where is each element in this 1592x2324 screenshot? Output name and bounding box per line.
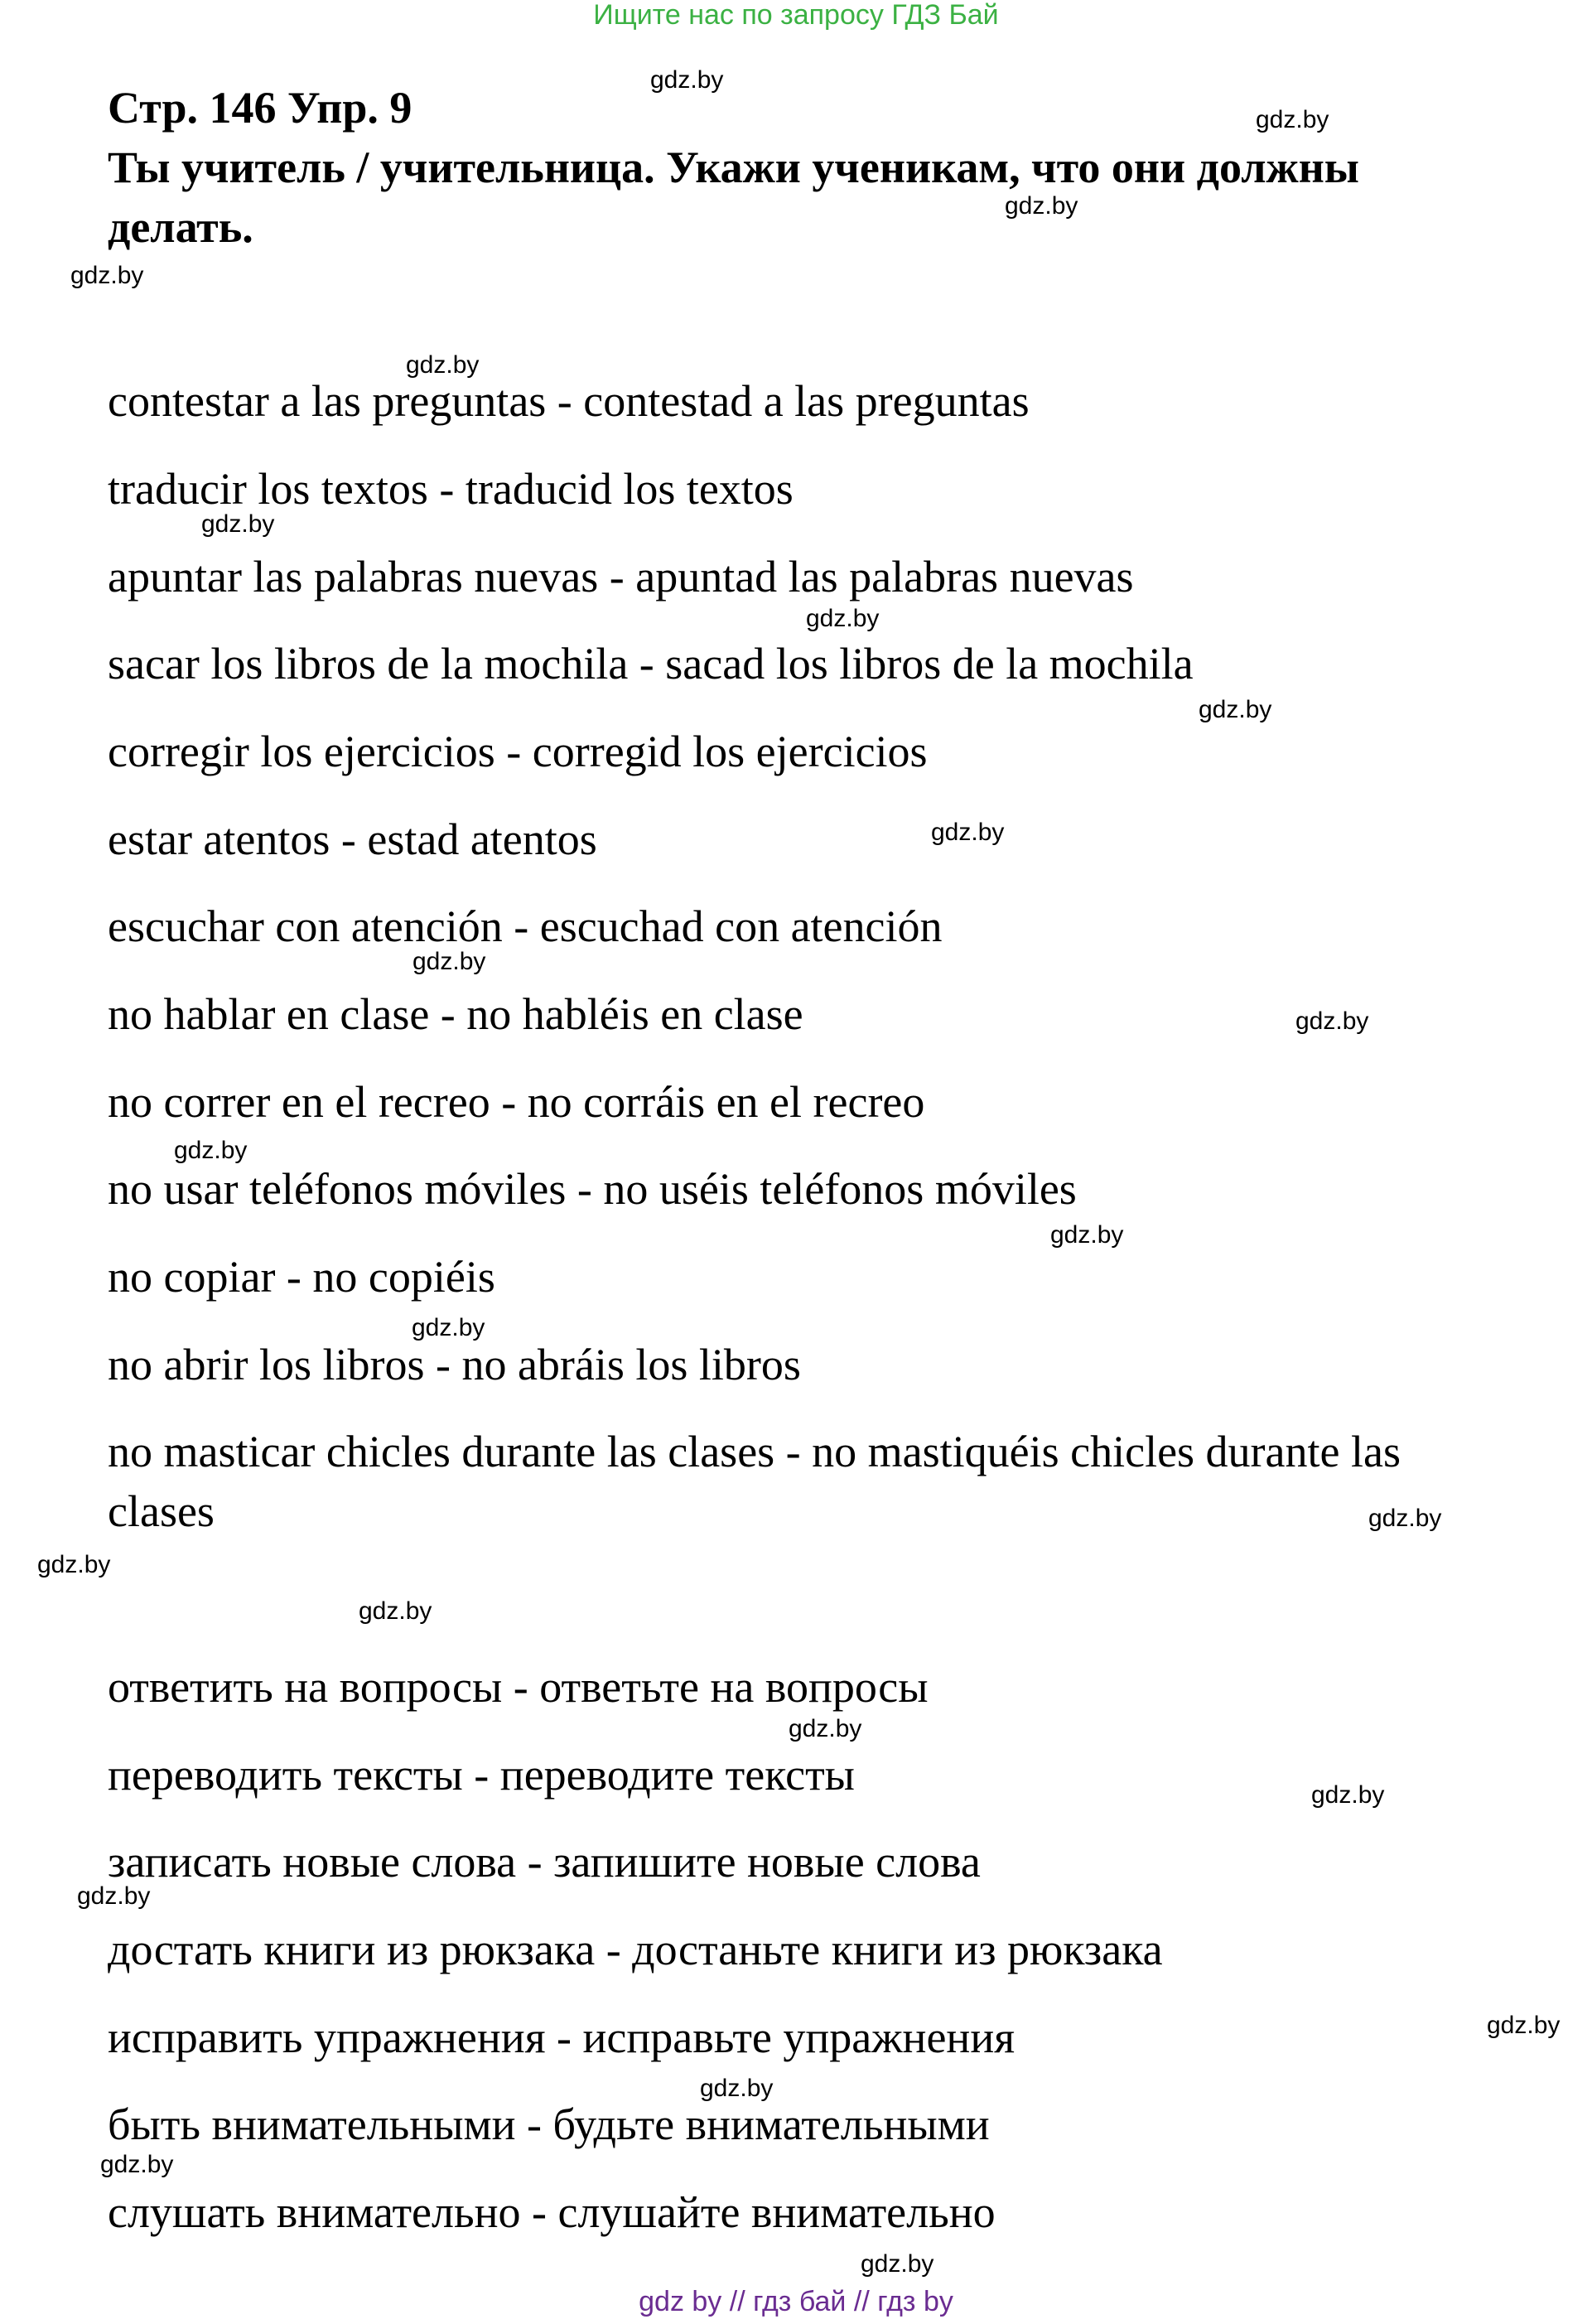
russian-line: быть внимательными - будьте внимательными: [108, 2099, 990, 2149]
spanish-line: contestar a las preguntas - contestad a las preguntas: [108, 376, 1030, 426]
russian-line: достать книги из рюкзака - достаньте книги из рюкзака: [108, 1925, 1163, 1974]
watermark: gdz.by: [359, 1597, 432, 1625]
spanish-line: corregir los ejercicios - corregid los ejercicios: [108, 727, 928, 776]
watermark: gdz.by: [1311, 1781, 1385, 1809]
spanish-line: sacar los libros de la mochila - sacad los libros de la mochila: [108, 639, 1194, 689]
watermark: gdz.by: [1487, 2012, 1561, 2039]
spanish-line: estar atentos - estad atentos: [108, 814, 597, 864]
watermark: gdz.by: [77, 1882, 151, 1910]
watermark: gdz.by: [70, 262, 144, 289]
watermark: gdz.by: [1050, 1221, 1124, 1249]
watermark: gdz.by: [100, 2151, 174, 2178]
watermark: gdz.by: [1295, 1007, 1369, 1035]
watermark: gdz.by: [1199, 696, 1272, 723]
watermark: gdz.by: [1256, 106, 1329, 133]
page-title: Стр. 146 Упр. 9: [108, 83, 412, 133]
russian-line: переводить тексты - переводите тексты: [108, 1750, 855, 1800]
watermark: gdz.by: [412, 1314, 485, 1341]
watermark: gdz.by: [1368, 1505, 1442, 1532]
watermark: gdz.by: [700, 2075, 774, 2102]
spanish-line: no correr en el recreo - no corráis en el recreo: [108, 1077, 925, 1127]
footer-links: gdz by // гдз бай // гдз by: [639, 2286, 953, 2317]
spanish-line: no hablar en clase - no habléis en clase: [108, 989, 803, 1039]
watermark: gdz.by: [1005, 192, 1078, 220]
spanish-line: escuchar con atención - escuchad con atención: [108, 901, 943, 951]
watermark: gdz.by: [174, 1137, 248, 1164]
watermark: gdz.by: [406, 351, 480, 379]
watermark: gdz.by: [931, 819, 1005, 846]
watermark: gdz.by: [37, 1551, 111, 1578]
watermark: gdz.by: [412, 948, 486, 975]
spanish-line: traducir los textos - traducid los textos: [108, 464, 794, 514]
watermark: gdz.by: [861, 2250, 934, 2278]
spanish-line: clases: [108, 1486, 215, 1536]
russian-line: исправить упражнения - исправьте упражнения: [108, 2012, 1016, 2062]
spanish-line: apuntar las palabras nuevas - apuntad las palabras nuevas: [108, 552, 1134, 602]
spanish-line: no usar teléfonos móviles - no uséis teléfonos móviles: [108, 1164, 1077, 1214]
top-banner: Ищите нас по запросу ГДЗ Бай: [593, 0, 999, 31]
task-text-line-2: делать.: [108, 202, 253, 252]
task-text-line-1: Ты учитель / учительница. Укажи ученикам, что они должны: [108, 143, 1359, 192]
russian-line: слушать внимательно - слушайте внимательно: [108, 2187, 996, 2237]
watermark: gdz.by: [806, 605, 880, 632]
watermark: gdz.by: [201, 510, 275, 538]
spanish-line: no copiar - no copiéis: [108, 1252, 495, 1302]
russian-line: записать новые слова - запишите новые слова: [108, 1837, 981, 1887]
spanish-line: no masticar chicles durante las clases - no mastiquéis chicles durante las: [108, 1427, 1401, 1476]
russian-line: ответить на вопросы - ответьте на вопросы: [108, 1662, 929, 1712]
spanish-line: no abrir los libros - no abráis los libros: [108, 1340, 801, 1389]
watermark: gdz.by: [789, 1715, 862, 1742]
watermark: gdz.by: [650, 66, 724, 94]
